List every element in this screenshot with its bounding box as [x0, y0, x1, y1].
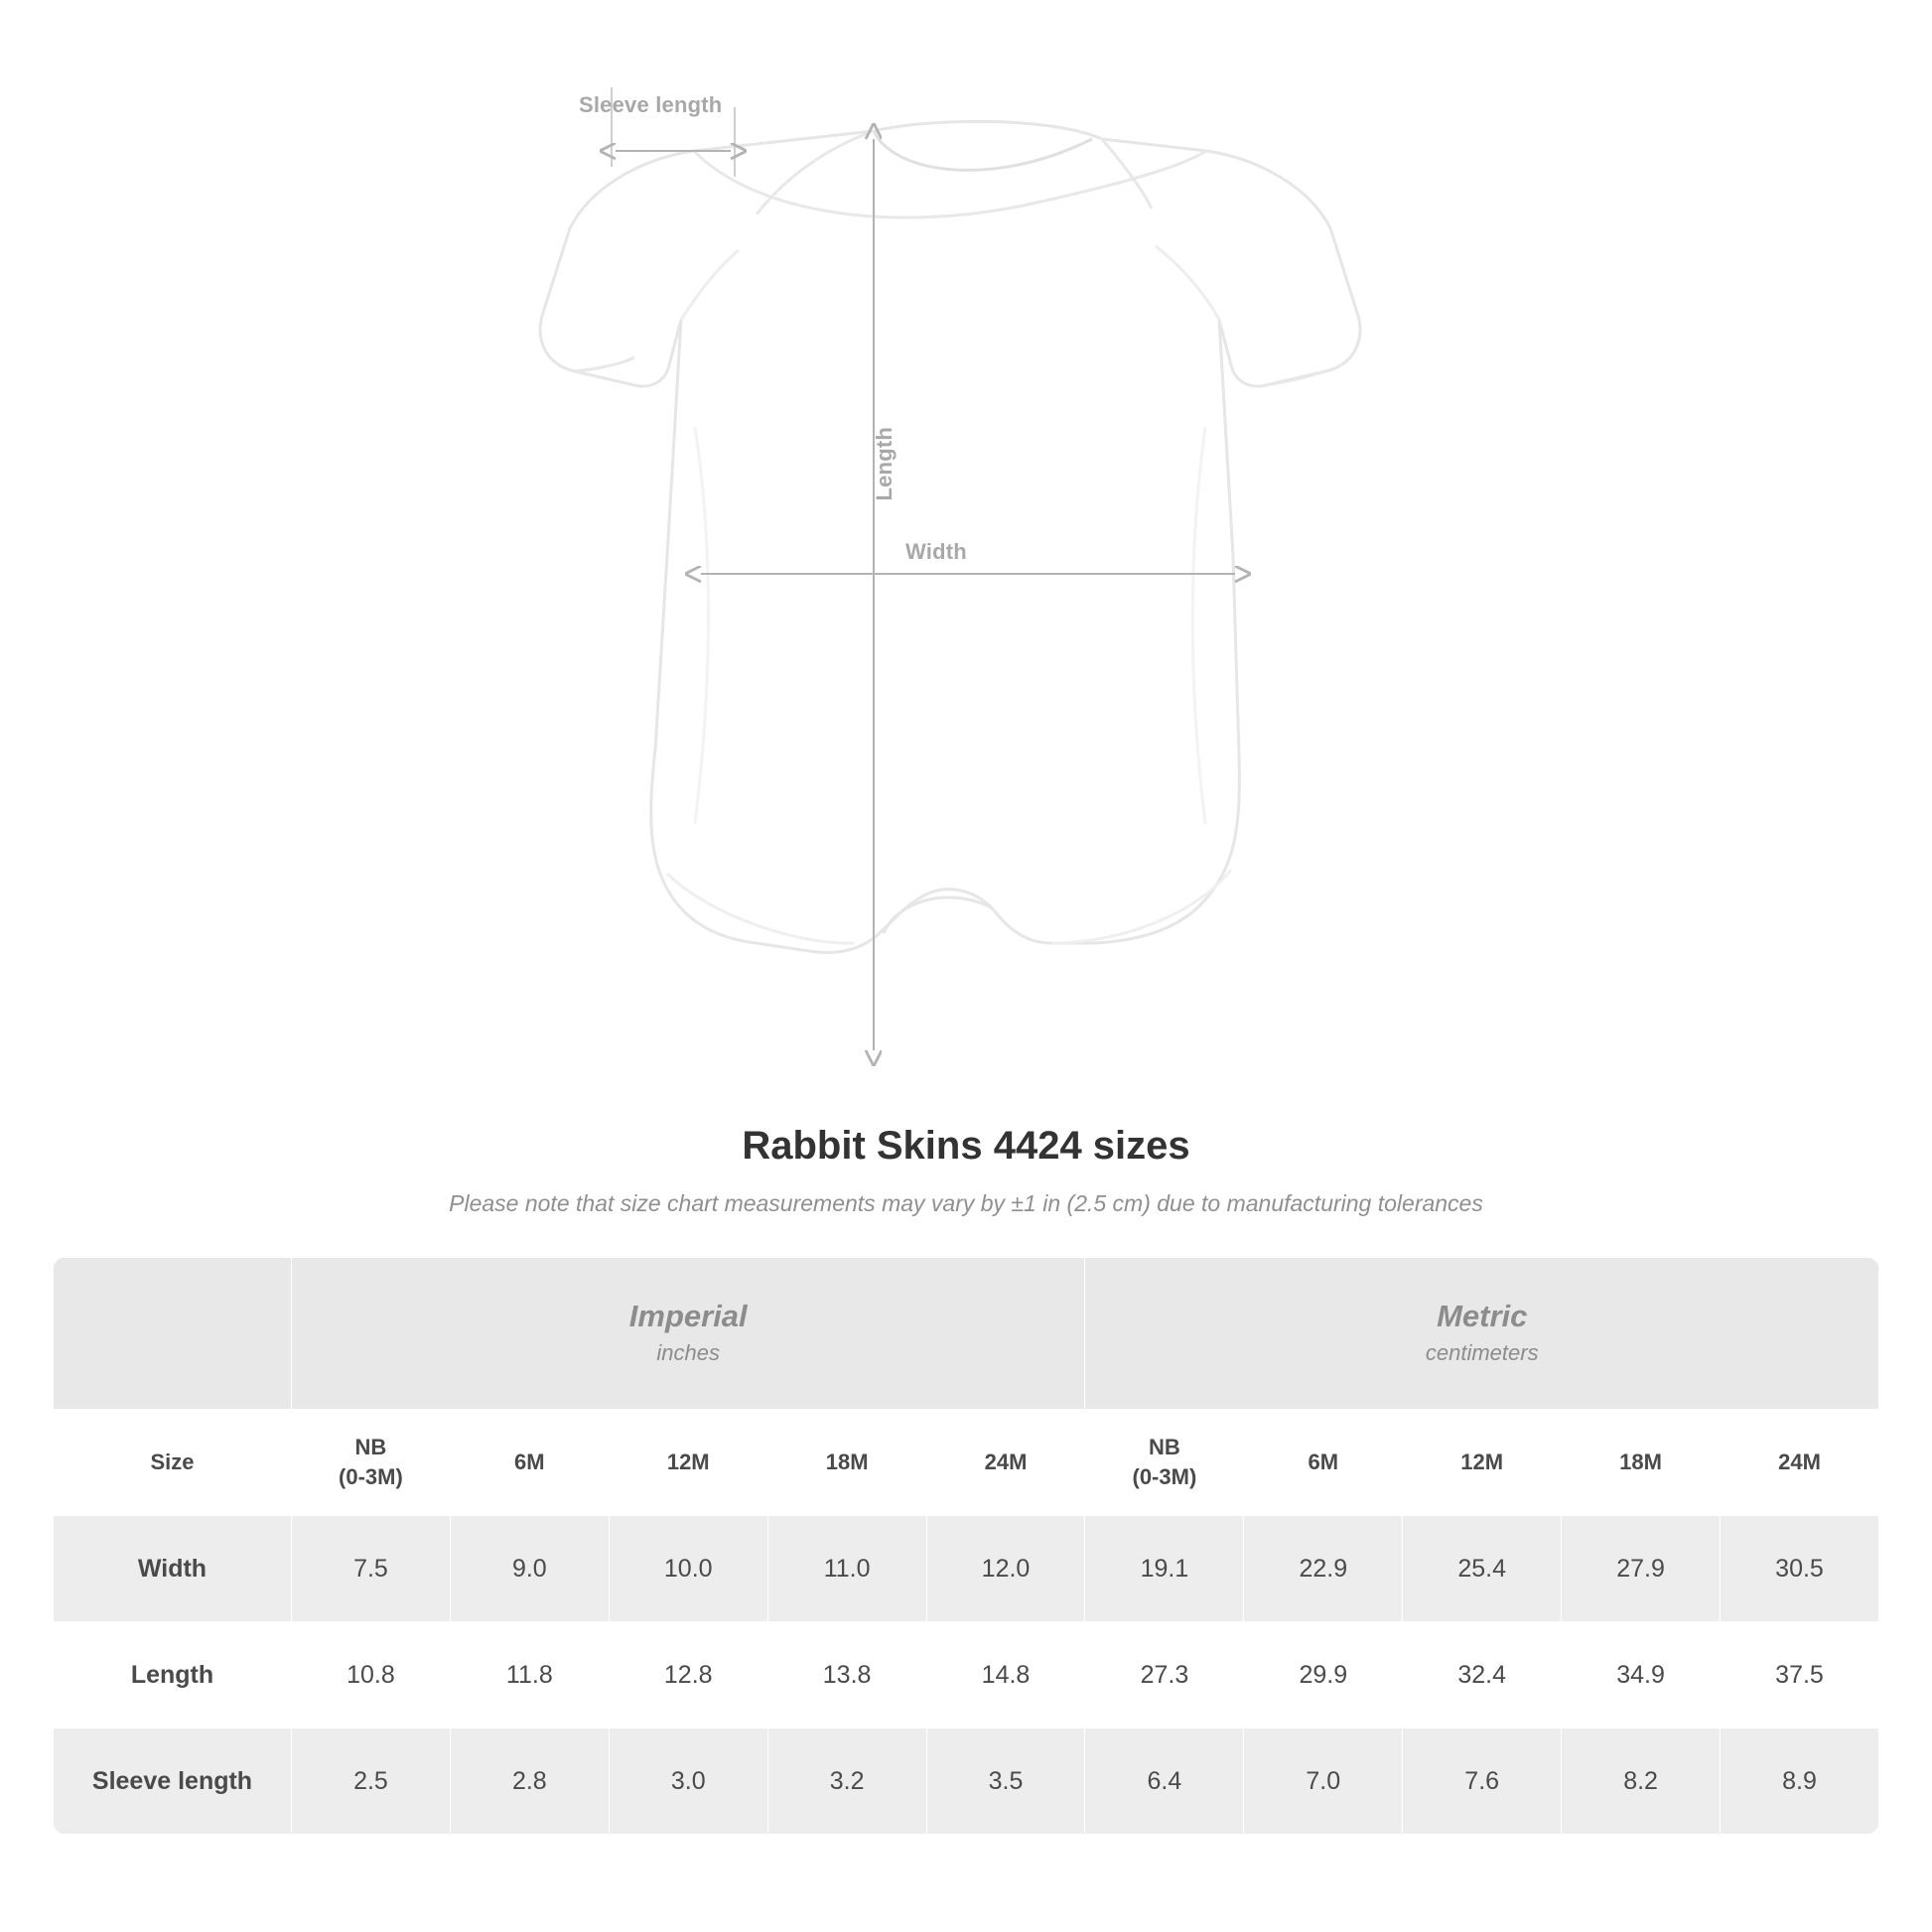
- column-header-label: 24M: [984, 1449, 1028, 1475]
- cell-sleeve-metric-18m: 8.2: [1562, 1728, 1721, 1835]
- column-header-metric-6m: [1244, 1410, 1403, 1516]
- cell-sleeve-imperial-6m: 2.8: [450, 1728, 609, 1835]
- unit-group-imperial-name: Imperial: [628, 1299, 748, 1334]
- page-title: Rabbit Skins 4424 sizes: [742, 1124, 1190, 1168]
- cell-length-imperial-18m: 13.8: [767, 1622, 926, 1728]
- cell-length-metric-18m: 34.9: [1562, 1622, 1721, 1728]
- cell-length-metric-24m: 37.5: [1721, 1622, 1879, 1728]
- cell-sleeve-imperial-24m: 3.5: [926, 1728, 1085, 1835]
- unit-group-metric: [1085, 1258, 1879, 1410]
- column-header-sub: (0-3M): [339, 1464, 403, 1489]
- sleeve-length-label: Sleeve length: [579, 92, 723, 117]
- cell-length-metric-12m: 32.4: [1403, 1622, 1562, 1728]
- cell-length-imperial-nb: 10.8: [292, 1622, 451, 1728]
- title-block: [0, 1124, 1932, 1217]
- column-header-label: NB: [354, 1435, 387, 1460]
- column-header-imperial-6m: [450, 1410, 609, 1516]
- column-header-label: 24M: [1778, 1449, 1821, 1475]
- row-label-width: Width: [54, 1516, 292, 1622]
- cell-length-imperial-24m: 14.8: [926, 1622, 1085, 1728]
- cell-sleeve-metric-6m: 7.0: [1244, 1728, 1403, 1835]
- table-row: [54, 1622, 1879, 1728]
- cell-sleeve-metric-nb: 6.4: [1085, 1728, 1244, 1835]
- cell-sleeve-imperial-nb: 2.5: [292, 1728, 451, 1835]
- column-header-label: 6M: [1308, 1449, 1339, 1475]
- cell-sleeve-metric-24m: 8.9: [1721, 1728, 1879, 1835]
- cell-width-imperial-18m: 11.0: [767, 1516, 926, 1622]
- tolerance-note: Please note that size chart measurements may vary by ±1 in (2.5 cm) due to manufacturing tolerances: [449, 1190, 1483, 1216]
- cell-width-metric-18m: 27.9: [1562, 1516, 1721, 1622]
- column-header-row: [54, 1410, 1879, 1516]
- cell-sleeve-metric-12m: 7.6: [1403, 1728, 1562, 1835]
- column-header-label: 18M: [1619, 1449, 1662, 1475]
- unit-group-imperial: [292, 1258, 1085, 1410]
- cell-sleeve-imperial-18m: 3.2: [767, 1728, 926, 1835]
- cell-width-metric-6m: 22.9: [1244, 1516, 1403, 1622]
- column-header-label: 12M: [666, 1449, 710, 1475]
- cell-length-metric-nb: 27.3: [1085, 1622, 1244, 1728]
- column-header-imperial-12m: [609, 1410, 767, 1516]
- cell-width-imperial-6m: 9.0: [450, 1516, 609, 1622]
- cell-length-imperial-6m: 11.8: [450, 1622, 609, 1728]
- column-header-imperial-nb: [292, 1410, 451, 1516]
- cell-length-imperial-12m: 12.8: [609, 1622, 767, 1728]
- unit-header-corner: [54, 1258, 292, 1410]
- column-header-metric-nb: [1085, 1410, 1244, 1516]
- column-header-label: 12M: [1460, 1449, 1504, 1475]
- cell-sleeve-imperial-12m: 3.0: [609, 1728, 767, 1835]
- column-header-sub: (0-3M): [1132, 1464, 1197, 1489]
- table-row: [54, 1728, 1879, 1835]
- cell-length-metric-6m: 29.9: [1244, 1622, 1403, 1728]
- column-header-metric-18m: [1562, 1410, 1721, 1516]
- column-header-imperial-18m: [767, 1410, 926, 1516]
- cell-width-imperial-12m: 10.0: [609, 1516, 767, 1622]
- cell-width-imperial-nb: 7.5: [292, 1516, 451, 1622]
- column-header-label: 6M: [514, 1449, 545, 1475]
- cell-width-imperial-24m: 12.0: [926, 1516, 1085, 1622]
- length-label: Length: [872, 427, 897, 501]
- garment-shape: [540, 121, 1360, 952]
- column-header-label: 18M: [825, 1449, 869, 1475]
- unit-group-metric-name: Metric: [1437, 1299, 1528, 1334]
- column-header-imperial-24m: [926, 1410, 1085, 1516]
- row-label-length: Length: [54, 1622, 292, 1728]
- table-row: [54, 1516, 1879, 1622]
- unit-header-row: [54, 1258, 1879, 1410]
- cell-width-metric-24m: 30.5: [1721, 1516, 1879, 1622]
- size-chart-table: [53, 1257, 1879, 1835]
- column-header-size: Size: [54, 1410, 292, 1516]
- unit-group-imperial-sub: inches: [656, 1339, 721, 1365]
- row-label-sleeve-length: Sleeve length: [54, 1728, 292, 1835]
- unit-group-metric-sub: centimeters: [1425, 1339, 1539, 1365]
- cell-width-metric-nb: 19.1: [1085, 1516, 1244, 1622]
- column-header-metric-24m: [1721, 1410, 1879, 1516]
- column-header-label: NB: [1149, 1435, 1180, 1460]
- column-header-metric-12m: [1403, 1410, 1562, 1516]
- cell-width-metric-12m: 25.4: [1403, 1516, 1562, 1622]
- width-label: Width: [905, 539, 967, 564]
